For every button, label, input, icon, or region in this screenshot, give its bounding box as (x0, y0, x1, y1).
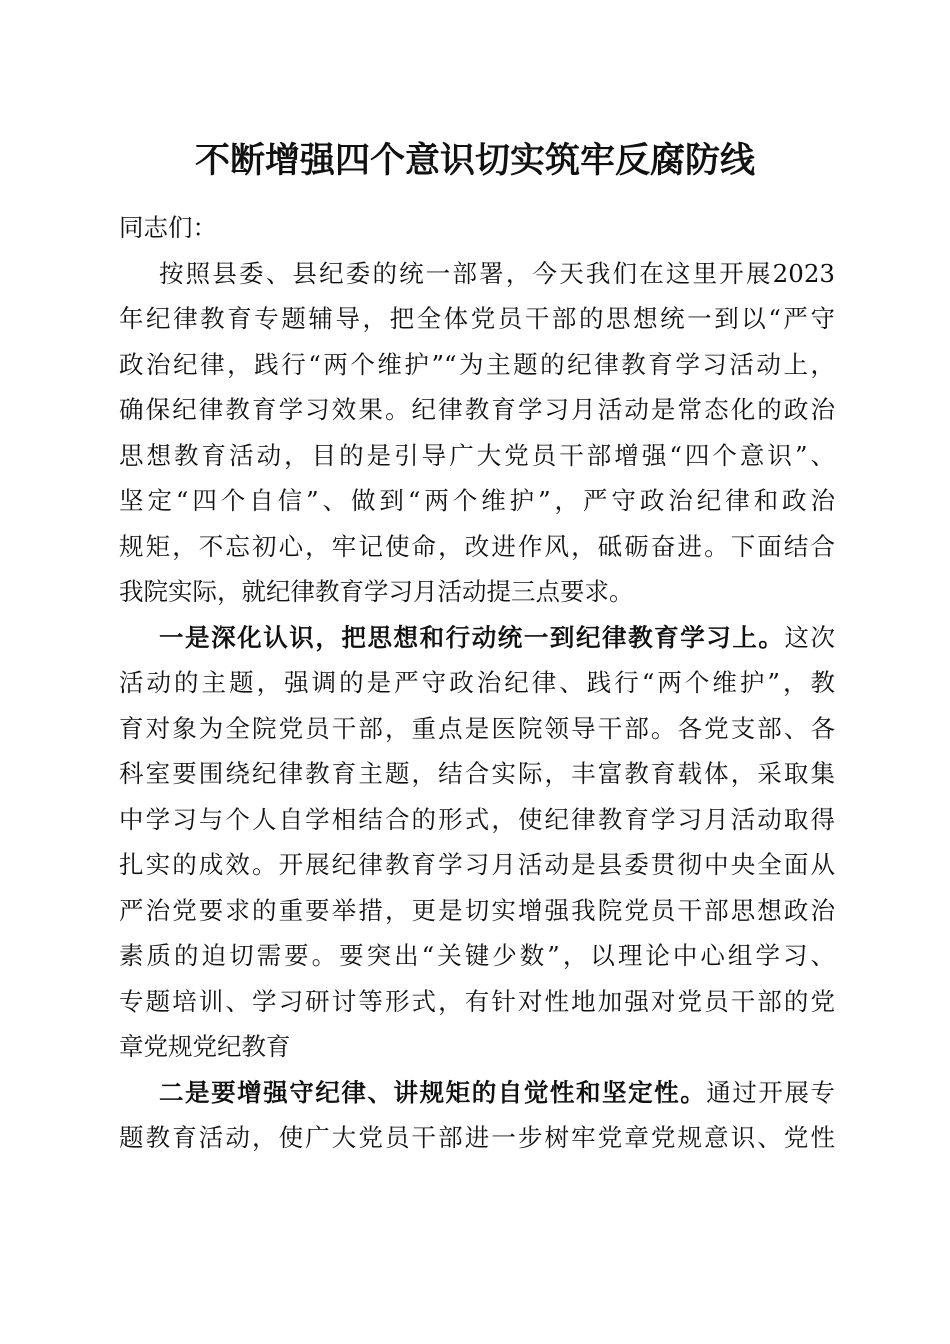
paragraph-2-heading: 一是深化认识，把思想和行动统一到纪律教育学习上。 (159, 622, 785, 652)
paragraph-1-line: 坚定“四个自信”、做到“两个维护”，严守政治纪律和政治 (119, 486, 835, 515)
paragraph-2-first-line (119, 615, 835, 661)
paragraph-3-line: 题教育活动，使广大党员干部进一步树牢党章党规意识、党性 (119, 1123, 835, 1152)
paragraph-1-line: 思想教育活动，目的是引导广大党员干部增强“四个意识”、 (119, 440, 835, 470)
paragraph-3-first-line-rest: 通过开展专 (706, 1077, 836, 1107)
paragraph-2-line: 活动的主题，强调的是严守政治纪律、践行“两个维护”，教 (119, 668, 835, 697)
paragraph-2-line: 素质的迫切需要。要突出“关键少数”，以理论中心组学习、 (119, 941, 835, 970)
paragraph-1-line: 确保纪律教育学习效果。纪律教育学习月活动是常态化的政治 (119, 395, 835, 424)
paragraph-2-line: 章党规党纪教育 (119, 1032, 291, 1061)
document-title: 不断增强四个意识切实筑牢反腐防线 (194, 140, 755, 181)
paragraph-2-line: 科室要围绕纪律教育主题，结合实际，丰富教育载体，采取集 (119, 759, 835, 788)
paragraph-1-line: 年纪律教育专题辅导，把全体党员干部的思想统一到以“严守 (119, 304, 835, 333)
paragraph-1-line: 我院实际，就纪律教育学习月活动提三点要求。 (119, 577, 634, 606)
paragraph-1-line: 政治纪律，践行“两个维护”“为主题的纪律教育学习活动上， (119, 349, 835, 379)
paragraph-2-first-line-rest: 这次 (784, 622, 835, 652)
paragraph-2-line: 中学习与个人自学相结合的形式，使纪律教育学习月活动取得 (119, 804, 835, 834)
paragraph-2-line: 育对象为全院党员干部，重点是医院领导干部。各党支部、各 (119, 713, 835, 743)
paragraph-3-first-line (119, 1070, 835, 1116)
paragraph-3-heading: 二是要增强守纪律、讲规矩的自觉性和坚定性。 (159, 1077, 707, 1107)
document-body (119, 205, 835, 1161)
paragraph-2-line: 专题培训、学习研讨等形式，有针对性地加强对党员干部的党 (119, 986, 835, 1016)
paragraph-2-line: 严治党要求的重要举措，更是切实增强我院党员干部思想政治 (119, 895, 835, 925)
paragraph-1-line: 按照县委、县纪委的统一部署，今天我们在这里开展2023 (159, 258, 835, 288)
salutation: 同志们： (119, 213, 217, 242)
paragraph-1-line: 规矩，不忘初心，牢记使命，改进作风，砥砺奋进。下面结合 (119, 531, 835, 561)
paragraph-2-line: 扎实的成效。开展纪律教育学习月活动是县委贯彻中央全面从 (119, 850, 835, 879)
